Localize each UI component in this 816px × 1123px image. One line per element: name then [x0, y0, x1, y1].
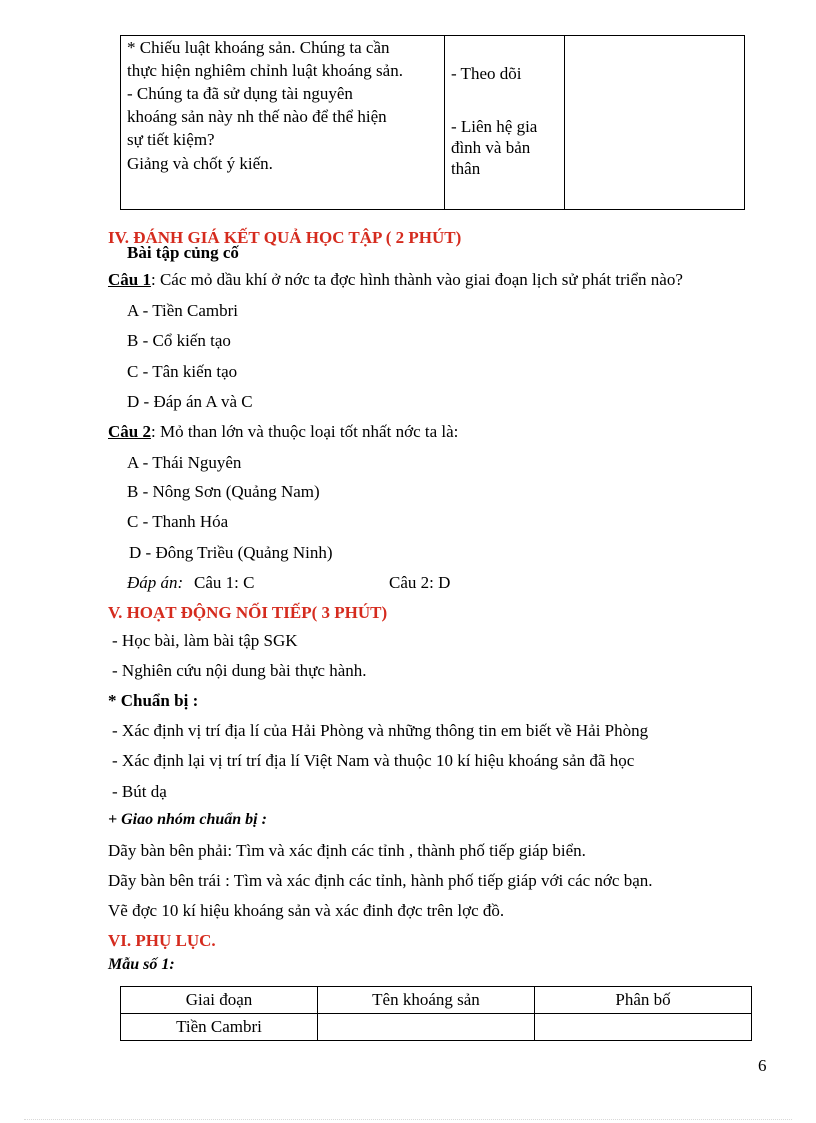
question-2 [108, 422, 458, 442]
teacher-line: * Chiếu luật khoáng sản. Chúng ta cần [127, 38, 390, 57]
prep-item: - Bút dạ [112, 782, 167, 801]
prep-item: - Xác định vị trí địa lí của Hải Phòng và những thông tin em biết về Hải Phòng [112, 721, 649, 740]
q2-option-b: B - Nông Sơn (Quảng Nam) [127, 482, 320, 501]
group-heading: + Giao nhóm chuẩn bị : [108, 811, 267, 828]
teacher-line: thực hiện nghiêm chỉnh luật khoáng sản. [127, 61, 403, 80]
teacher-line: Giảng và chốt ý kiến. [127, 154, 273, 173]
sample-label: Mẫu số 1: [108, 956, 175, 973]
table-cell [535, 1014, 752, 1041]
activity-table [120, 35, 745, 210]
table-row [121, 1014, 752, 1041]
student-item-relate: thân [450, 159, 481, 178]
table-header: Tên khoáng sản [318, 987, 535, 1014]
page-bottom-divider [24, 1119, 792, 1120]
table-cell [318, 1014, 535, 1041]
group-item: Dãy bàn bên phải: Tìm và xác định các tỉnh , thành phố tiếp giáp biển. [108, 841, 586, 860]
student-activity-cell [444, 36, 564, 210]
student-item-relate: - Liên hệ gia [450, 117, 538, 136]
prep-heading: * Chuẩn bị : [108, 691, 199, 710]
answer-1: Câu 1: C [194, 573, 255, 592]
page-number: 6 [758, 1056, 767, 1075]
teacher-line: khoáng sản này nh thế nào để thể hiện [127, 107, 387, 126]
section-5-heading: V. HOẠT ĐỘNG NỐI TIẾP( 3 PHÚT) [108, 603, 388, 622]
q2-option-d: D - Đông Triều (Quảng Ninh) [129, 543, 333, 562]
prep-item: - Xác định lại vị trí trí địa lí Việt Nam và thuộc 10 kí hiệu khoáng sản đã học [112, 751, 635, 770]
followup-item: - Học bài, làm bài tập SGK [112, 631, 298, 650]
table-cell: Tiền Cambri [121, 1014, 318, 1041]
section-4-heading: IV. ĐÁNH GIÁ KẾT QUẢ HỌC TẬP ( 2 PHÚT) [108, 228, 462, 247]
q1-option-c: C - Tân kiến tạo [127, 362, 238, 381]
student-item-follow: - Theo dõi [450, 64, 522, 83]
teacher-activity-cell [121, 36, 445, 210]
answer-2: Câu 2: D [389, 573, 451, 592]
question-1 [108, 270, 683, 290]
q2-option-a: A - Thái Nguyên [127, 453, 242, 472]
appendix-table [120, 986, 752, 1041]
group-item: Dãy bàn bên trái : Tìm và xác định các tỉnh, hành phố tiếp giáp với các nớc bạn. [108, 871, 653, 890]
question-2-text: : Mỏ than lớn và thuộc loại tốt nhất nớc ta là: [150, 422, 459, 441]
followup-item: - Nghiên cứu nội dung bài thực hành. [112, 661, 367, 680]
q1-option-b: B - Cổ kiến tạo [127, 331, 231, 350]
teacher-line: sự tiết kiệm? [127, 130, 215, 149]
table-header-row [121, 987, 752, 1014]
q1-option-d: D - Đáp án A và C [127, 392, 253, 411]
question-1-label: Câu 1 [108, 270, 151, 289]
table-header: Giai đoạn [121, 987, 318, 1014]
group-item: Vẽ đợc 10 kí hiệu khoáng sản và xác đinh đợc trên lợc đồ. [108, 901, 505, 920]
teacher-line: - Chúng ta đã sử dụng tài nguyên [127, 84, 353, 103]
empty-cell [564, 36, 744, 210]
answer-label: Đáp án: [127, 573, 184, 592]
question-2-label: Câu 2 [108, 422, 151, 441]
table-header: Phân bố [535, 987, 752, 1014]
q1-option-a: A - Tiền Cambri [127, 301, 238, 320]
section-4-subheading: Bài tập củng cố [127, 243, 239, 262]
q2-option-c: C - Thanh Hóa [127, 512, 229, 531]
question-1-text: : Các mỏ dầu khí ở nớc ta đợc hình thành vào giai đoạn lịch sử phát triển nào? [150, 270, 683, 289]
student-item-relate: đình và bản [450, 138, 531, 157]
section-6-heading: VI. PHỤ LỤC. [108, 931, 216, 950]
